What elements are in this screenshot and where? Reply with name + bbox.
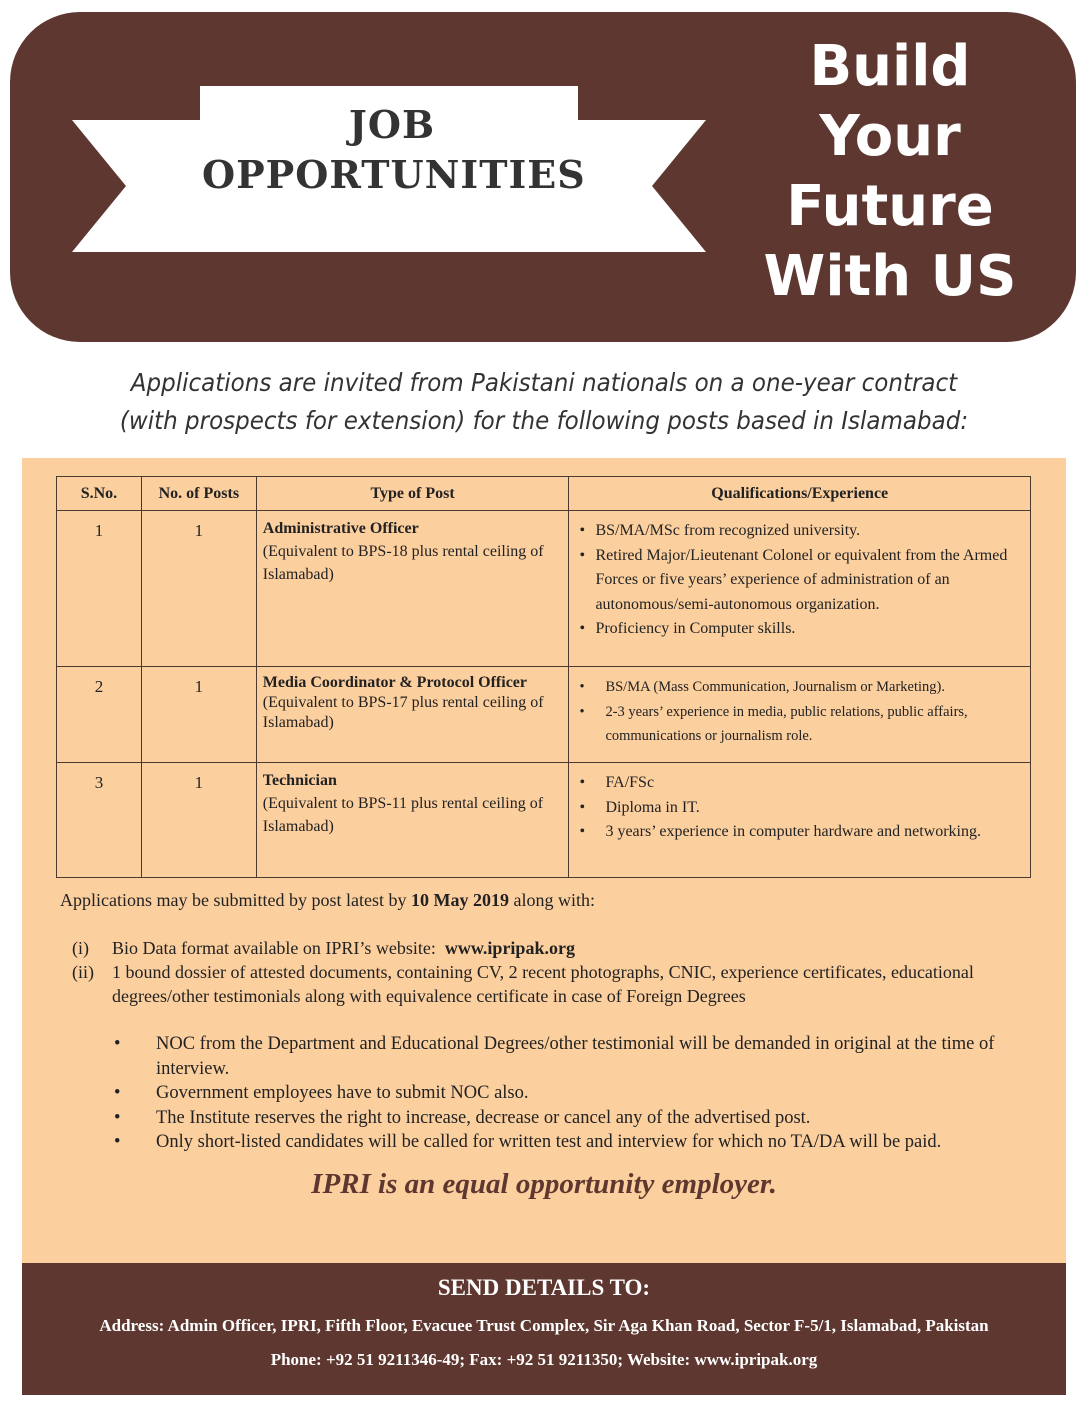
document-number: (i) <box>72 938 89 958</box>
list-item: • NOC from the Department and Educational Degrees/other testimonial will be demanded in original at the time of interview. <box>110 1032 1045 1081</box>
qualification-item: • Diploma in IT. <box>577 796 1024 821</box>
header-no-of-posts: No. of Posts <box>141 477 256 511</box>
row-sno: 2 <box>57 667 142 763</box>
list-item: • Only short-listed candidates will be called for written test and interview for which no TA/DA will be paid. <box>110 1130 1045 1155</box>
document-text <box>112 936 1062 960</box>
row-qualifications <box>569 667 1031 763</box>
table-row <box>57 667 1031 763</box>
qualification-item: • Proficiency in Computer skills. <box>577 617 1024 642</box>
submission-suffix: along with: <box>513 890 595 910</box>
document-description: Bio Data format available on IPRI’s website: <box>112 938 436 958</box>
qualification-item: • FA/FSc <box>577 771 1024 796</box>
document-number: (ii) <box>72 962 94 982</box>
post-title: Technician <box>262 772 337 789</box>
ribbon-title <box>202 100 586 200</box>
table-row <box>57 511 1031 667</box>
row-post-type <box>256 511 569 667</box>
slogan-line: Future <box>786 174 994 239</box>
submission-deadline: 10 May 2019 <box>410 890 509 910</box>
qualification-item: • BS/MA/MSc from recognized university. <box>577 519 1024 544</box>
footer-contact <box>22 1263 1066 1395</box>
submission-prefix: Applications may be submitted by post latest by <box>60 890 407 910</box>
document-description: 1 bound dossier of attested documents, containing CV, 2 recent photographs, CNIC, experience certificates, educational degrees/other testimonials along with equivalence certificate in case of Foreign Degrees <box>112 962 974 1006</box>
website-link[interactable]: www.ipripak.org <box>444 938 575 958</box>
row-sno: 3 <box>57 763 142 878</box>
footer-contact-line: Phone: +92 51 9211346-49; Fax: +92 51 9211350; Website: www.ipripak.org <box>270 1350 818 1369</box>
post-detail: (Equivalent to BPS-11 plus rental ceiling of Islamabad) <box>262 795 544 835</box>
post-title: Media Coordinator & Protocol Officer <box>262 674 527 691</box>
list-item: • The Institute reserves the right to increase, decrease or cancel any of the advertised post. <box>110 1106 1045 1131</box>
row-posts: 1 <box>141 667 256 763</box>
intro-line-1: Applications are invited from Pakistani nationals on a one-year contract <box>130 368 958 397</box>
intro-text <box>71 364 1017 440</box>
equal-opportunity-statement: IPRI is an equal opportunity employer. <box>311 1168 777 1200</box>
notes-list <box>110 1032 1045 1155</box>
row-qualifications <box>569 511 1031 667</box>
list-item <box>72 936 1062 960</box>
qualification-item: • BS/MA (Mass Communication, Journalism or Marketing). <box>577 675 1024 700</box>
ribbon-line-1: JOB <box>348 102 436 147</box>
post-detail: (Equivalent to BPS-17 plus rental ceiling of Islamabad) <box>262 694 544 731</box>
posts-table <box>56 476 1031 878</box>
slogan-line: With US <box>763 244 1017 309</box>
submission-text <box>60 888 1050 912</box>
row-post-type <box>256 667 569 763</box>
job-opportunities-ribbon <box>72 86 706 252</box>
row-sno: 1 <box>57 511 142 667</box>
intro-line-2: (with prospects for extension) for the following posts based in Islamabad: <box>119 406 969 435</box>
post-title: Administrative Officer <box>262 520 419 537</box>
post-detail: (Equivalent to BPS-18 plus rental ceiling of Islamabad) <box>262 543 544 583</box>
slogan <box>730 32 1050 312</box>
qualification-item: • 2-3 years’ experience in media, public relations, public affairs, communications or journalism role. <box>577 700 1024 749</box>
required-documents <box>72 936 1062 1008</box>
table-row <box>57 763 1031 878</box>
header-sno: S.No. <box>57 477 142 511</box>
header-type-of-post: Type of Post <box>256 477 569 511</box>
qualification-item: • 3 years’ experience in computer hardware and networking. <box>577 820 1024 845</box>
row-posts: 1 <box>141 511 256 667</box>
row-posts: 1 <box>141 763 256 878</box>
slogan-line: Build <box>809 34 971 99</box>
table-header-row <box>57 477 1031 511</box>
slogan-line: Your <box>819 104 961 169</box>
row-post-type <box>256 763 569 878</box>
list-item: • Government employees have to submit NOC also. <box>110 1081 1045 1106</box>
list-item <box>72 960 1062 1008</box>
row-qualifications <box>569 763 1031 878</box>
footer-address: Address: Admin Officer, IPRI, Fifth Floor, Evacuee Trust Complex, Sir Aga Khan Road, Sector F-5/1, Islamabad, Pakistan <box>99 1316 989 1335</box>
ribbon-line-2: OPPORTUNITIES <box>202 152 586 197</box>
qualification-item: • Retired Major/Lieutenant Colonel or equivalent from the Armed Forces or five years’ experience of administration of an autonomous/semi-autonomous organization. <box>577 544 1024 618</box>
header-qualifications: Qualifications/Experience <box>569 477 1031 511</box>
footer-title: SEND DETAILS TO: <box>437 1275 651 1300</box>
